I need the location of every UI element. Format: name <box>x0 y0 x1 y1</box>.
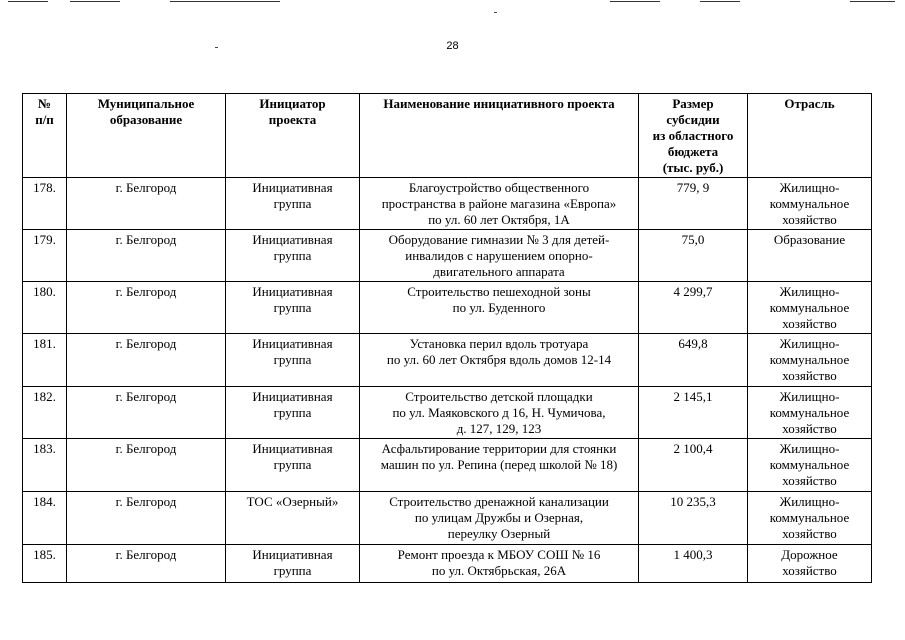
row-number-text: 183. <box>33 441 56 456</box>
municipality-cell <box>67 282 226 334</box>
municipality-cell <box>67 439 226 492</box>
project-name-cell-text: Строительство дренажной канализации по улицам Дружбы и Озерная, переулку Озерный <box>389 494 609 541</box>
subsidy-amount-cell-text: 1 400,3 <box>673 547 713 562</box>
initiator-cell <box>226 387 360 439</box>
initiator-cell-text: Инициативная группа <box>252 441 333 472</box>
industry-cell-text: Жилищно- коммунальное хозяйство <box>769 441 850 488</box>
scan-edge-line <box>70 1 120 2</box>
industry-cell <box>748 492 872 545</box>
row-number <box>23 545 67 583</box>
header-project <box>360 94 639 178</box>
row-number-text: 181. <box>33 336 56 351</box>
row-number <box>23 230 67 282</box>
row-number-text: 182. <box>33 389 56 404</box>
industry-cell-text: Жилищно- коммунальное хозяйство <box>769 494 850 541</box>
row-number <box>23 334 67 387</box>
municipality-cell-text: г. Белгород <box>115 232 177 247</box>
header-initiator-label: Инициатор проекта <box>259 96 326 127</box>
municipality-cell-text: г. Белгород <box>115 494 177 509</box>
industry-cell <box>748 545 872 583</box>
project-name-cell <box>360 334 639 387</box>
initiator-cell <box>226 178 360 230</box>
industry-cell-text: Жилищно- коммунальное хозяйство <box>769 336 850 383</box>
scan-edge-line <box>850 1 895 2</box>
header-num <box>23 94 67 178</box>
table-row <box>23 439 872 492</box>
industry-cell <box>748 439 872 492</box>
subsidy-amount-cell <box>639 230 748 282</box>
project-name-cell-text: Благоустройство общественного пространства в районе магазина «Европа» по ул. 60 лет Октября, 1А <box>381 180 617 227</box>
row-number-text: 180. <box>33 284 56 299</box>
header-project-label: Наименование инициативного проекта <box>383 96 615 111</box>
project-name-cell-text: Оборудование гимназии № 3 для детей- инвалидов с нарушением опорно- двигательного аппарата <box>388 232 610 279</box>
header-subsidy <box>639 94 748 178</box>
initiator-cell-text: Инициативная группа <box>252 180 333 211</box>
municipality-cell <box>67 387 226 439</box>
subsidy-amount-cell <box>639 178 748 230</box>
project-name-cell-text: Строительство пешеходной зоны по ул. Буденного <box>407 284 591 315</box>
industry-cell <box>748 230 872 282</box>
initiator-cell <box>226 230 360 282</box>
table-row <box>23 230 872 282</box>
subsidy-amount-cell <box>639 492 748 545</box>
scan-edge-line <box>8 1 48 2</box>
municipality-cell-text: г. Белгород <box>115 336 177 351</box>
header-subsidy-label: Размер субсидии из областного бюджета (тыс. руб.) <box>652 96 734 175</box>
subsidy-amount-cell-text: 75,0 <box>681 232 705 247</box>
municipality-cell-text: г. Белгород <box>115 180 177 195</box>
industry-cell <box>748 387 872 439</box>
industry-cell-text: Дорожное хозяйство <box>781 547 838 578</box>
row-number <box>23 387 67 439</box>
subsidy-amount-cell-text: 2 145,1 <box>673 389 713 404</box>
initiator-cell <box>226 492 360 545</box>
subsidy-amount-cell-text: 649,8 <box>678 336 708 351</box>
project-name-cell-text: Асфальтирование территории для стоянки машин по ул. Репина (перед школой № 18) <box>380 441 618 472</box>
row-number <box>23 439 67 492</box>
municipality-cell <box>67 545 226 583</box>
subsidy-amount-cell <box>639 282 748 334</box>
subsidy-amount-cell-text: 10 235,3 <box>670 494 716 509</box>
row-number <box>23 492 67 545</box>
scan-edge-line <box>170 1 280 2</box>
industry-cell-text: Жилищно- коммунальное хозяйство <box>769 284 850 331</box>
municipality-cell-text: г. Белгород <box>115 389 177 404</box>
initiator-cell-text: Инициативная группа <box>252 547 333 578</box>
table-row <box>23 492 872 545</box>
municipality-cell <box>67 334 226 387</box>
initiator-cell-text: Инициативная группа <box>252 284 333 315</box>
project-name-cell <box>360 230 639 282</box>
project-name-cell <box>360 439 639 492</box>
project-name-cell <box>360 492 639 545</box>
project-name-cell <box>360 178 639 230</box>
table-row <box>23 334 872 387</box>
industry-cell-text: Жилищно- коммунальное хозяйство <box>769 180 850 227</box>
page-number: 28 <box>446 40 459 52</box>
municipality-cell-text: г. Белгород <box>115 547 177 562</box>
project-name-cell <box>360 387 639 439</box>
industry-cell <box>748 178 872 230</box>
row-number-text: 184. <box>33 494 56 509</box>
initiator-cell <box>226 439 360 492</box>
initiator-cell-text: Инициативная группа <box>252 336 333 367</box>
header-initiator <box>226 94 360 178</box>
subsidy-amount-cell-text: 2 100,4 <box>673 441 713 456</box>
subsidy-amount-cell <box>639 439 748 492</box>
header-municipality-label: Муниципальное образование <box>97 96 195 127</box>
scan-speck <box>494 12 497 13</box>
initiator-cell-text: Инициативная группа <box>252 389 333 420</box>
subsidy-amount-cell-text: 4 299,7 <box>673 284 713 299</box>
municipality-cell <box>67 178 226 230</box>
table-row <box>23 387 872 439</box>
scan-edge-line <box>610 1 660 2</box>
row-number-text: 185. <box>33 547 56 562</box>
industry-cell-text: Жилищно- коммунальное хозяйство <box>769 389 850 436</box>
header-num-label: № п/п <box>35 96 54 127</box>
initiator-cell-text: Инициативная группа <box>252 232 333 263</box>
header-industry-label: Отрасль <box>784 96 835 111</box>
project-name-cell-text: Ремонт проезда к МБОУ СОШ № 16 по ул. Октябрьская, 26А <box>397 547 601 578</box>
initiator-cell <box>226 334 360 387</box>
municipality-cell <box>67 230 226 282</box>
municipality-cell-text: г. Белгород <box>115 441 177 456</box>
initiator-cell-text: ТОС «Озерный» <box>246 494 339 509</box>
project-name-cell-text: Установка перил вдоль тротуара по ул. 60 лет Октября вдоль домов 12-14 <box>386 336 612 367</box>
row-number <box>23 282 67 334</box>
project-name-cell <box>360 545 639 583</box>
subsidy-amount-cell-text: 779, 9 <box>676 180 710 195</box>
table-row <box>23 282 872 334</box>
header-industry <box>748 94 872 178</box>
row-number <box>23 178 67 230</box>
header-row <box>23 94 872 178</box>
table-row <box>23 545 872 583</box>
scan-edge-line <box>700 1 740 2</box>
project-name-cell-text: Строительство детской площадки по ул. Маяковского д 16, Н. Чумичова, д. 127, 129, 123 <box>392 389 606 436</box>
header-municipality <box>67 94 226 178</box>
municipality-cell-text: г. Белгород <box>115 284 177 299</box>
project-name-cell <box>360 282 639 334</box>
industry-cell-text: Образование <box>773 232 846 247</box>
subsidy-amount-cell <box>639 387 748 439</box>
initiator-cell <box>226 282 360 334</box>
projects-table <box>22 93 872 583</box>
row-number-text: 178. <box>33 180 56 195</box>
subsidy-amount-cell <box>639 334 748 387</box>
industry-cell <box>748 334 872 387</box>
industry-cell <box>748 282 872 334</box>
initiator-cell <box>226 545 360 583</box>
municipality-cell <box>67 492 226 545</box>
table-row <box>23 178 872 230</box>
subsidy-amount-cell <box>639 545 748 583</box>
row-number-text: 179. <box>33 232 56 247</box>
